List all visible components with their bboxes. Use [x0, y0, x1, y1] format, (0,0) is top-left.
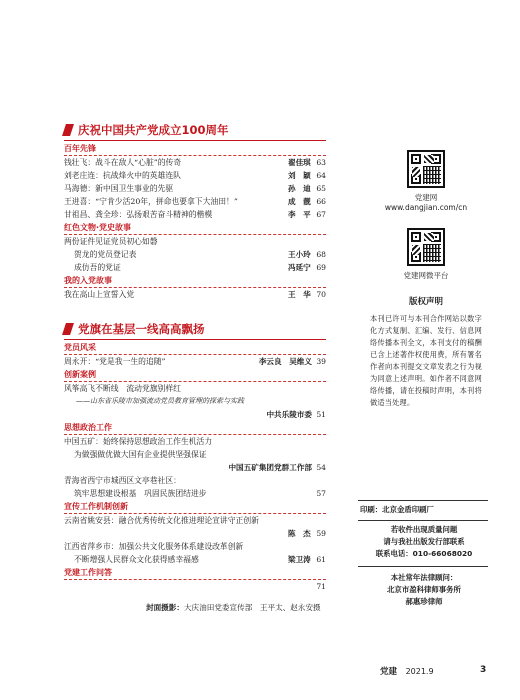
toc-entry-page: 69	[316, 263, 326, 272]
qr-code-icon	[407, 150, 445, 188]
toc-entry[interactable]	[64, 474, 326, 487]
toc-entry-page: 66	[316, 197, 326, 206]
legal-advisor	[360, 572, 488, 608]
cover-credit-text: 大庆油田党委宣传部 王平太、赵永安摄	[183, 603, 321, 612]
footer-page-number: 3	[480, 665, 487, 675]
toc-entry-page: 71	[316, 582, 326, 591]
page-footer	[380, 665, 487, 677]
subsection-title: 百年先锋	[64, 144, 96, 153]
toc-entry[interactable]	[64, 580, 326, 593]
toc-entry-page: 57	[316, 489, 326, 498]
toc-entry-title: 贺龙的党员登记表	[74, 250, 137, 259]
toc-entry-title: 我在高山上宣誓入党	[64, 290, 135, 299]
footer-magazine: 党建	[380, 667, 398, 677]
toc-entry[interactable]	[64, 288, 326, 301]
toc-entry[interactable]	[64, 156, 326, 169]
toc-entry[interactable]	[64, 261, 326, 274]
qr-label-dangjian: 党建网	[414, 193, 438, 202]
qr-code-icon	[407, 228, 445, 266]
section-heading	[64, 120, 326, 140]
section-heading	[64, 319, 326, 339]
toc-entry-author: 李云良 吴维义	[258, 357, 312, 366]
section-title: 庆祝中国共产党成立100周年	[78, 123, 229, 137]
toc-entry[interactable]	[64, 553, 326, 566]
cover-credit-label: 封面摄影：	[146, 603, 184, 612]
copyright-body: 本刊已许可与本刊合作网站以数字化方式复制、汇编、发行、信息网络传播本刊全文，本刊支付的稿酬已含上述著作权使用费，所有署名作者向本刊提交文章发表之行为视为同意上述声明。如作者不同意网络传播，请在投稿时声明，本刊将做适当处理。	[370, 314, 482, 407]
cover-credit	[146, 602, 321, 613]
toc-entry-author: 孙 迪	[288, 184, 311, 193]
toc-entry-title: 钱壮飞：战斗在敌人“心脏”的传奇	[64, 158, 182, 167]
toc-entry-page: 68	[316, 250, 326, 259]
toc-entry[interactable]	[64, 182, 326, 195]
toc-entry-title: 青海省西宁市城西区文亭巷社区：	[64, 476, 181, 485]
toc-entry-title: 周永开：“党是我一生的追随”	[64, 357, 166, 366]
toc-entry-title: 刘老庄连：抗战烽火中的英雄连队	[64, 171, 181, 180]
toc-entry-page: 70	[316, 290, 326, 299]
toc-entry-page: 51	[316, 410, 326, 419]
toc-entry-author: 刘 颖	[288, 171, 311, 180]
section-flag-icon	[64, 322, 74, 336]
divider	[358, 520, 488, 521]
toc-entry-author: 中共乐陵市委	[266, 410, 312, 419]
toc-entry-author: 陈 杰	[288, 529, 311, 538]
toc-entry-page: 39	[316, 357, 326, 366]
lawyer-line-2: 北京市盈科律师事务所	[387, 585, 461, 594]
toc-entry[interactable]	[64, 382, 326, 395]
toc-entry[interactable]	[64, 527, 326, 540]
toc-entry-title: 江西省萍乡市：加强公共文化服务体系建设改革创新	[64, 542, 244, 551]
toc-entry-author: 成 靓	[288, 197, 311, 206]
toc-entry-title: 中国五矿：始终保持思想政治工作生机活力	[64, 437, 213, 446]
subsection-title: 党建工作问答	[64, 568, 112, 577]
toc-entry-author: 冯延宁	[288, 263, 311, 272]
subsection-title: 宣传工作机制创新	[64, 502, 128, 511]
toc-entry-author: 王小玲	[288, 250, 311, 259]
toc-entry-title: 两份证件见证党员初心如磐	[64, 237, 158, 246]
toc-entry[interactable]	[64, 461, 326, 474]
toc-entry[interactable]	[64, 514, 326, 527]
copyright-title: 版权声明	[408, 297, 443, 307]
subsection-title: 红色文物·党史故事	[64, 223, 132, 232]
toc-entry[interactable]	[64, 195, 326, 208]
toc-entry-page: 67	[316, 210, 326, 219]
section-flag-icon	[64, 123, 74, 137]
toc-entry[interactable]	[64, 435, 326, 448]
quality-contact	[360, 524, 488, 560]
toc-right-column	[370, 150, 482, 409]
quality-line-1: 若收件出现质量问题	[390, 525, 458, 534]
section-rule	[64, 339, 326, 340]
toc-entry-title: 成仿吾的党证	[74, 263, 121, 272]
toc-entry-author: 中国五矿集团党群工作部	[228, 463, 312, 472]
toc-entry[interactable]	[64, 169, 326, 182]
toc-entry[interactable]	[64, 408, 326, 421]
toc-entry-page: 63	[316, 158, 326, 167]
toc-entry[interactable]	[64, 208, 326, 221]
quality-line-2: 请与我社出版发行部联系	[383, 537, 465, 546]
printer-info: 印刷：北京金盾印刷厂	[360, 505, 434, 514]
footer-issue: 2021.9	[405, 667, 434, 676]
toc-entry-title: 风筝高飞不断线 流动党旗别样红	[64, 384, 181, 393]
toc-entry-title: 云南省姚安县：融合优秀传统文化推进理论宣讲守正创新	[64, 516, 259, 525]
toc-entry-title: 马海德：新中国卫生事业的先驱	[64, 184, 174, 193]
toc-entry-page: 54	[316, 463, 326, 472]
divider	[358, 566, 488, 567]
toc-entry[interactable]	[64, 540, 326, 553]
qr-label-wechat: 党建网微平台	[403, 271, 449, 280]
toc-entry-author: 李 平	[288, 210, 311, 219]
toc-entry[interactable]	[64, 235, 326, 248]
toc-entry-page: 59	[316, 529, 326, 538]
subsection-title: 思想政治工作	[64, 423, 112, 432]
toc-entry-author: 梁卫涛	[288, 555, 311, 564]
toc-entry[interactable]	[64, 395, 326, 408]
toc-entry[interactable]	[64, 487, 326, 500]
spacer	[64, 301, 326, 319]
toc-entry[interactable]	[64, 248, 326, 261]
toc-entry-title: 筑牢思想建设根基 巩固民族团结进步	[74, 489, 207, 498]
subsection-title: 创新案例	[64, 370, 96, 379]
subsection-title: 我的入党故事	[64, 276, 112, 285]
quality-phone: 联系电话：010-66068020	[375, 549, 473, 558]
lawyer-line-1: 本社常年法律顾问：	[390, 573, 458, 582]
toc-entry-title: 甘祖昌、龚全珍：弘扬艰苦奋斗精神的楷模	[64, 210, 213, 219]
section-title: 党旗在基层一线高高飘扬	[78, 322, 205, 336]
toc-entry[interactable]	[64, 448, 326, 461]
toc-entry-page: 64	[316, 171, 326, 180]
toc-entry-title: 不断增强人民群众文化获得感幸福感	[74, 555, 199, 564]
subsection-title: 党员风采	[64, 343, 96, 352]
toc-entry-title: 王进喜：“宁肯少活20年，拼命也要拿下大油田！”	[64, 197, 238, 206]
toc-entry-author: 翟佳琪	[288, 158, 311, 167]
toc-entry-page: 65	[316, 184, 326, 193]
qr-url[interactable]: www.dangjian.com/cn	[384, 203, 468, 212]
toc-entry-page: 61	[316, 555, 326, 564]
toc-entry-author: 王 华	[288, 290, 311, 299]
section-rule	[64, 140, 326, 141]
lawyer-line-3: 郝惠珍律师	[405, 597, 443, 606]
toc-entry-title: ——山东省乐陵市加强流动党员教育管理的探索与实践	[76, 397, 244, 405]
divider	[358, 500, 488, 501]
toc-entry[interactable]	[64, 355, 326, 368]
toc-left-column	[64, 120, 326, 593]
toc-entry-title: 为做强做优做大国有企业提供坚强保证	[74, 450, 207, 459]
